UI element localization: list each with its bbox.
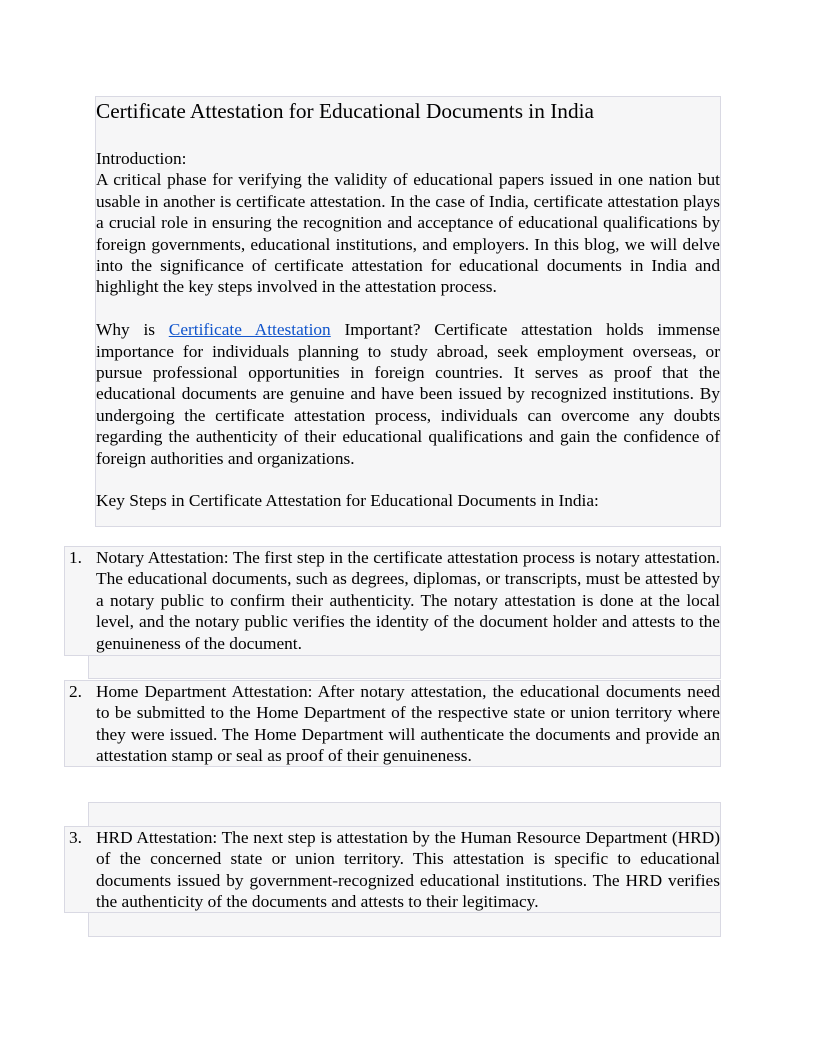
intro-heading: Introduction: [96,149,187,168]
list-number: 3. [69,828,82,847]
empty-block [88,802,721,827]
certificate-attestation-link[interactable]: Certificate Attestation [168,320,331,340]
why-suffix: Important? Certificate attestation holds immense importance for individuals planning to study abroad, seek employment overseas, or pursue professional opportunities in foreign countries. It serves as proof that the educational documents are genuine and have been issued by recognized institutions. By undergoing the certificate attestation process, individuals can overcome any doubts regarding the authenticity of their educational qualifications and gain the confidence of foreign authorities and organizations. [96,320,720,468]
key-steps-heading: Key Steps in Certificate Attestation for Educational Documents in India: [96,491,599,511]
list-item [69,547,720,654]
step-text: Notary Attestation: The first step in the certificate attestation process is notary attestation. The educational documents, such as degrees, diplomas, or transcripts, must be attested by a notary public to confirm their authenticity. The notary attestation is done at the local level, and the notary public verifies the identity of the document holder and attests to the genuineness of the document. [96,548,720,653]
document-title: Certificate Attestation for Educational Documents in India [96,99,594,123]
step-text: Home Department Attestation: After notary attestation, the educational documents need to be submitted to the Home Department of the respective state or union territory where they were issued. The Home Department will authenticate the documents and provide an attestation stamp or seal as proof of their genuineness. [96,682,720,766]
why-prefix: Why is [96,320,169,340]
step-3-spacer [88,912,721,937]
list-item [69,827,720,913]
intro-section [96,98,720,512]
step-text: HRD Attestation: The next step is attestation by the Human Resource Department (HRD) of the concerned state or union territory. This attestation is specific to educational documents issued by government-recognized educational institutions. The HRD verifies the authenticity of the documents and attests to their legitimacy. [96,828,720,912]
step-1-spacer [88,655,721,679]
list-item [69,681,720,767]
why-paragraph [96,319,720,469]
intro-paragraph: A critical phase for verifying the validity of educational papers issued in one nation but usable in another is certificate attestation. In the case of India, certificate attestation plays a crucial role in ensuring the recognition and acceptance of educational qualifications by foreign governments, educational institutions, and employers. In this blog, we will delve into the significance of certificate attestation for educational documents in India and highlight the key steps involved in the attestation process. [96,170,720,297]
list-number: 1. [69,548,82,567]
list-number: 2. [69,682,82,701]
